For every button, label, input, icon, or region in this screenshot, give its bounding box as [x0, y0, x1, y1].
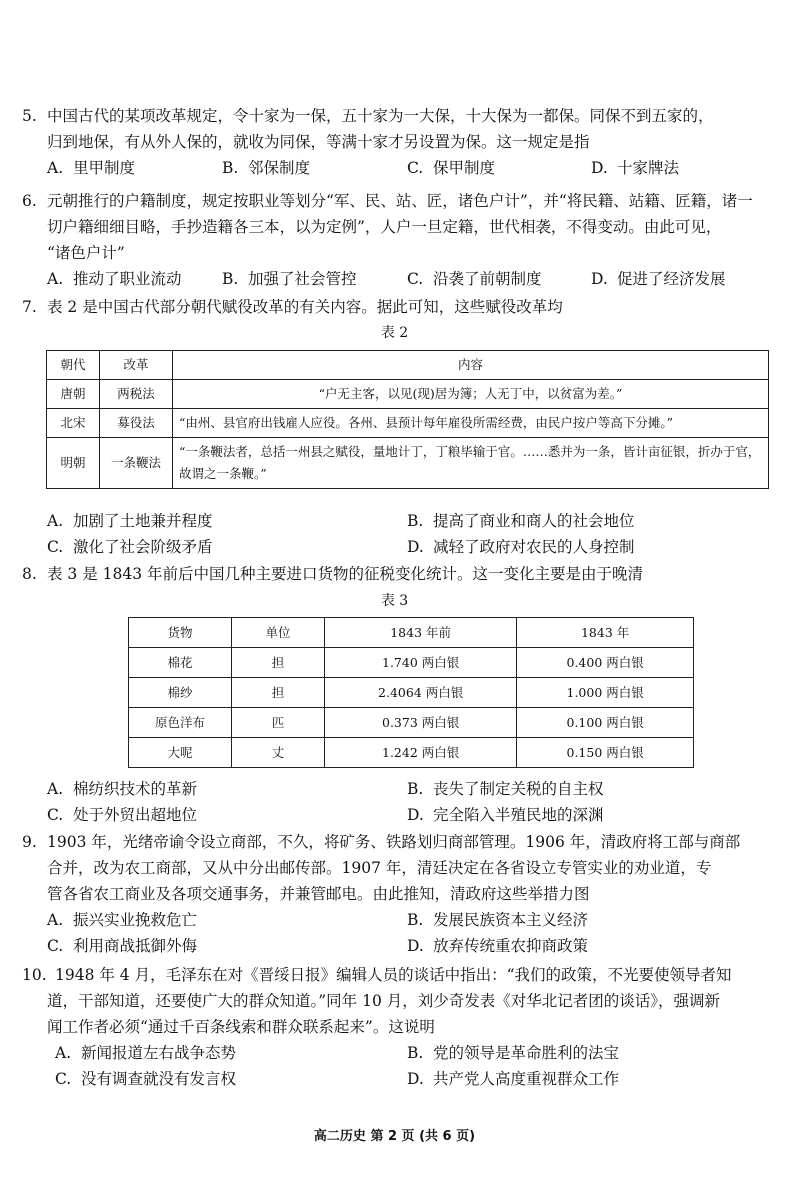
question-stem-line: 管各省农工商业及各项交通事务，并兼管邮电。由此推知，清政府这些举措力图 [47, 885, 590, 903]
options-row [22, 155, 772, 181]
question-stem-line: 1948 年 4 月，毛泽东在对《晋绥日报》编辑人员的谈话中指出：“我们的政策，不光要使领导者知 [55, 966, 732, 984]
option-a[interactable]: A. 推动了职业流动 [47, 270, 182, 288]
question-number: 5. [22, 107, 37, 125]
table-cell: 原色洋布 [129, 708, 232, 738]
question-8 [22, 561, 772, 587]
option-a[interactable]: A. 振兴实业挽救危亡 [47, 911, 198, 929]
question-stem-line: 元朝推行的户籍制度，规定按职业等划分“军、民、站、匠，诸色户计”，并“将民籍、站籍、匠籍，诸一 [47, 192, 753, 210]
option-a[interactable]: A. 棉纺织技术的革新 [47, 780, 198, 798]
question-stem-line: 闻工作者必须“通过千百条线索和群众联系起来”。这说明 [47, 1018, 435, 1036]
options-row [22, 776, 772, 802]
table-3-caption: 表 3 [380, 593, 409, 609]
table-2-caption: 表 2 [380, 325, 409, 341]
options-row [22, 933, 772, 959]
option-b[interactable]: B. 丧失了制定关税的自主权 [407, 780, 604, 798]
option-a[interactable]: A. 里甲制度 [47, 159, 136, 177]
table-cell: 募役法 [100, 409, 173, 438]
table-cell: 担 [232, 648, 325, 678]
table-cell: 1.242 两白银 [325, 738, 517, 768]
options-row [22, 907, 772, 933]
table-header-cell: 朝代 [47, 351, 100, 380]
table-cell: 0.373 两白银 [325, 708, 517, 738]
table-cell: 明朝 [47, 438, 100, 489]
question-stem-line: 归到地保，有从外人保的，就收为同保，等满十家才另设置为保。这一规定是指 [47, 133, 590, 151]
table-cell: 1.740 两白银 [325, 648, 517, 678]
table-cell: 2.4064 两白银 [325, 678, 517, 708]
option-d[interactable]: D. 放弃传统重农抑商政策 [407, 937, 589, 955]
table-header-cell: 内容 [173, 351, 769, 380]
option-d[interactable]: D. 促进了经济发展 [591, 270, 726, 288]
table-header-cell: 1843 年前 [325, 618, 517, 648]
option-b[interactable]: B. 党的领导是革命胜利的法宝 [407, 1044, 620, 1062]
table-cell: 0.150 两白银 [517, 738, 694, 768]
table-cell: “户无主客，以见(现)居为簿；人无丁中，以贫富为差。” [173, 380, 769, 409]
table-cell: 大呢 [129, 738, 232, 768]
question-10 [22, 962, 772, 1092]
table-header-cell: 1843 年 [517, 618, 694, 648]
table-cell: 1.000 两白银 [517, 678, 694, 708]
table-cell: “由州、县官府出钱雇人应役。各州、县预计每年雇役所需经费，由民户按户等高下分摊。” [173, 409, 769, 438]
option-d[interactable]: D. 共产党人高度重视群众工作 [407, 1070, 620, 1088]
option-c[interactable]: C. 利用商战抵御外侮 [47, 937, 198, 955]
option-c[interactable]: C. 激化了社会阶级矛盾 [47, 538, 213, 556]
question-9 [22, 829, 772, 959]
options-row [22, 1066, 772, 1092]
option-b[interactable]: B. 提高了商业和商人的社会地位 [407, 512, 635, 530]
table-header-row [129, 618, 694, 648]
question-number: 7. [22, 298, 37, 316]
question-6 [22, 188, 772, 292]
table-row [129, 738, 694, 768]
question-stem-line: 合并，改为农工商部，又从中分出邮传部。1907 年，清廷决定在各省设立专管实业的劝业道，专 [47, 859, 712, 877]
question-7-options [22, 508, 772, 560]
table-cell: 棉纱 [129, 678, 232, 708]
table-row [47, 409, 769, 438]
table-cell: 匹 [232, 708, 325, 738]
option-d[interactable]: D. 减轻了政府对农民的人身控制 [407, 538, 635, 556]
question-5 [22, 103, 772, 181]
table-header-row [47, 351, 769, 380]
option-c[interactable]: C. 保甲制度 [407, 159, 496, 177]
option-a[interactable]: A. 加剧了土地兼并程度 [47, 512, 213, 530]
options-row [22, 802, 772, 828]
option-c[interactable]: C. 处于外贸出超地位 [47, 806, 198, 824]
table-row [129, 678, 694, 708]
question-7 [22, 294, 772, 320]
question-number: 9. [22, 833, 37, 851]
table-header-cell: 改革 [100, 351, 173, 380]
table-row [129, 708, 694, 738]
question-stem-line: 表 3 是 1843 年前后中国几种主要进口货物的征税变化统计。这一变化主要是由于晚清 [47, 565, 644, 583]
table-cell: 担 [232, 678, 325, 708]
table-cell: 北宋 [47, 409, 100, 438]
question-number: 10. [22, 966, 47, 984]
option-c[interactable]: C. 没有调查就没有发言权 [55, 1070, 237, 1088]
question-stem-line: 表 2 是中国古代部分朝代赋役改革的有关内容。据此可知，这些赋役改革均 [47, 298, 563, 316]
question-8-options [22, 776, 772, 828]
table-cell: 一条鞭法 [100, 438, 173, 489]
option-b[interactable]: B. 加强了社会管控 [222, 270, 357, 288]
option-b[interactable]: B. 邻保制度 [222, 159, 311, 177]
option-d[interactable]: D. 十家牌法 [591, 159, 680, 177]
question-stem-line: 切户籍细细目略，手抄造籍各三本，以为定例”，人户一旦定籍，世代相袭，不得变动。由此可见， [47, 218, 722, 236]
page-footer: 高二历史 第 2 页 (共 6 页) [313, 1129, 476, 1144]
table-cell: “一条鞭法者，总括一州县之赋役，量地计丁，丁粮毕输于官。……悉并为一条，皆计亩征银，折办于官，故谓之一条鞭。” [173, 438, 769, 489]
question-stem-line: 道，干部知道，还要使广大的群众知道。”同年 10 月，刘少奇发表《对华北记者团的谈话》，强调新 [47, 992, 721, 1010]
table-cell: 棉花 [129, 648, 232, 678]
table-2 [46, 350, 769, 489]
table-3 [128, 617, 694, 768]
question-stem-line: “诸色户计” [47, 244, 125, 262]
table-row [47, 438, 769, 489]
table-cell: 唐朝 [47, 380, 100, 409]
question-stem-line: 中国古代的某项改革规定，令十家为一保，五十家为一大保，十大保为一都保。同保不到五家的， [47, 107, 714, 125]
table-cell: 两税法 [100, 380, 173, 409]
table-row [47, 380, 769, 409]
table-cell: 丈 [232, 738, 325, 768]
question-number: 8. [22, 565, 37, 583]
option-a[interactable]: A. 新闻报道左右战争态势 [55, 1044, 237, 1062]
option-b[interactable]: B. 发展民族资本主义经济 [407, 911, 589, 929]
options-row [22, 1040, 772, 1066]
options-row [22, 266, 772, 292]
table-header-cell: 货物 [129, 618, 232, 648]
question-stem-line: 1903 年，光绪帝谕令设立商部，不久，将矿务、铁路划归商部管理。1906 年，清政府将工部与商部 [47, 833, 741, 851]
table-header-cell: 单位 [232, 618, 325, 648]
options-row [22, 508, 772, 534]
table-row [129, 648, 694, 678]
question-number: 6. [22, 192, 37, 210]
table-cell: 0.400 两白银 [517, 648, 694, 678]
options-row [22, 534, 772, 560]
option-d[interactable]: D. 完全陷入半殖民地的深渊 [407, 806, 604, 824]
option-c[interactable]: C. 沿袭了前朝制度 [407, 270, 542, 288]
table-cell: 0.100 两白银 [517, 708, 694, 738]
